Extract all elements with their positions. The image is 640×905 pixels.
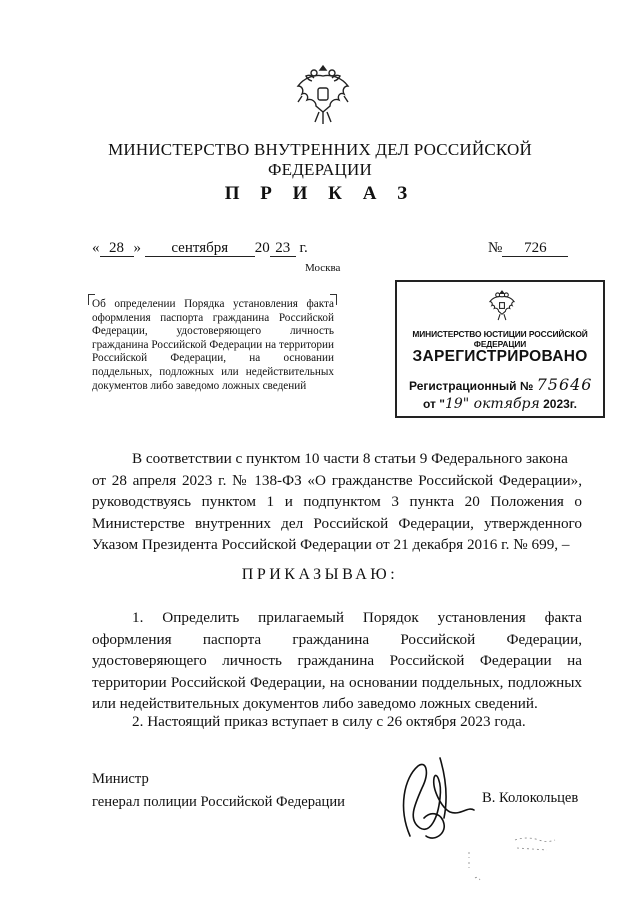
coat-of-arms-icon <box>292 60 354 130</box>
city: Москва <box>305 262 341 274</box>
number-label: № <box>488 240 503 256</box>
date-year: 23 <box>270 240 296 257</box>
ministry-name: МИНИСТЕРСТВО ВНУТРЕННИХ ДЕЛ РОССИЙСКОЙ ФЕДЕРАЦИИ <box>108 140 532 179</box>
registration-stamp <box>395 280 605 418</box>
stamp-organization: МИНИСТЕРСТВО ЮСТИЦИИ РОССИЙСКОЙ ФЕДЕРАЦИИ <box>412 329 588 349</box>
signer-rank: генерал полиции Российской Федерации <box>92 794 345 810</box>
order-subject: Об определении Порядка установления факта оформления паспорта гражданина Российской Федерации, удостоверяющего личность гражданина Российской Федерации на территории Российской Федерации, на основании поддельных, подложных или недействительных документов либо заведомо ложных сведений <box>92 298 334 392</box>
stamp-reg-number-handwritten: 75646 <box>536 375 593 394</box>
stamp-reg-number <box>409 375 592 394</box>
preamble-line-1: В соответствии с пунктом 10 части 8 статьи 9 Федерального закона <box>132 450 568 467</box>
stamp-date-handwritten: 19" октября <box>444 396 540 412</box>
signer-title: Министр <box>92 771 149 787</box>
faint-marks-icon <box>455 832 565 892</box>
date-month: сентября <box>145 240 255 257</box>
stamp-date <box>423 396 577 412</box>
number-value: 726 <box>502 240 568 257</box>
stamp-date-year: 2023г. <box>543 397 577 411</box>
order-item-1: 1. Определить прилагаемый Порядок установления факта оформления паспорта гражданина Российской Федерации, удостоверяющего личность гражданина Российской Федерации на территории Российской Федерации, на основании поддельных, подложных или недействительных документов либо заведомо ложных сведений. <box>92 609 582 712</box>
document-type: П Р И К А З <box>224 183 416 204</box>
preamble-rest: от 28 апреля 2023 г. № 138-ФЗ «О гражданстве Российской Федерации», руководствуясь пунктом 1 и подпунктом 3 пункта 20 Положения о Министерстве внутренних дел Российской Федерации, утвержденного Указом Президента Российской Федерации от 21 декабря 2016 г. № 699, – <box>92 471 582 553</box>
order-number <box>488 240 568 257</box>
stamp-reg-label: Регистрационный № <box>409 379 534 393</box>
stamp-date-prefix: от " <box>423 397 445 411</box>
command-heading: ПРИКАЗЫВАЮ: <box>241 566 399 583</box>
order-item-2: 2. Настоящий приказ вступает в силу с 26 октября 2023 года. <box>132 713 526 730</box>
order-date: « 28 » сентября 20 23 г. <box>92 240 308 256</box>
stamp-registered: ЗАРЕГИСТРИРОВАНО <box>412 348 588 365</box>
date-year-suffix: г. <box>299 240 308 256</box>
date-day: 28 <box>100 240 134 257</box>
preamble <box>92 448 582 556</box>
stamp-emblem-icon <box>487 289 517 323</box>
signer-name: В. Колокольцев <box>482 790 579 806</box>
date-year-prefix: 20 <box>254 240 270 256</box>
